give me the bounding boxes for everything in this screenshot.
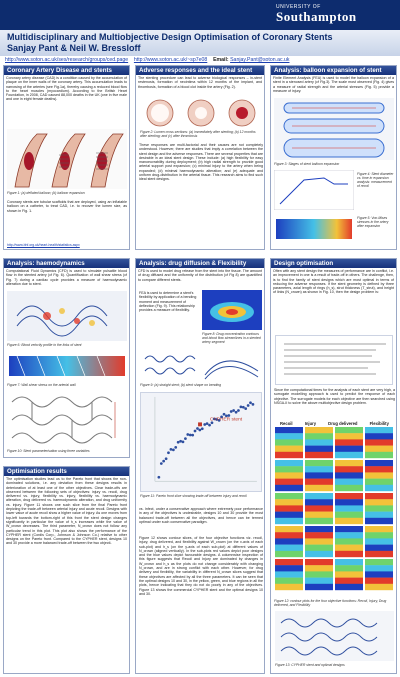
- panel-haemodynamics: [3, 258, 130, 458]
- pareto-point: [208, 424, 211, 427]
- contour-tile: [305, 493, 333, 524]
- contour-tile: [335, 493, 363, 524]
- lumen-cross-sections: [140, 98, 262, 128]
- pareto-point: [167, 451, 170, 454]
- results-text: The optimisation studies lead us to the Pareto front that shows the non-dominated solutions, i.e. any deviation from these designs results in deterioration of at least one of the other objectives. Clear trade-offs are observed between the following sets of objectives: injury vs. recoil, drug delivered vs. injury, flexibility vs. injury, flexibility vs. haemodynamic alteration, drug delivered vs. haemodynamic alteration, and drug uniformity vs. injury. Figure 11 shows one such slice from the final Pareto front depicting the trade-off between arterial injury and acute recoil. Designs with lower value of acute recoil show a higher value of injury. As one moves from top-left towards the bottom-right of this front the stent design changes significantly in particular the value of h_s increases while the value of W_crown decreases. The third parameter, N_crown does not follow any particular trend in this plot. This plot also shows the performance of the CYPHER stent (Cordis Corp., Johnson & Johnson Co.) relative to other designs on the Pareto front. Compared to the CYPHER stent, designs 10 and 30 provide a more balanced trade-off between the two objecti-: [6, 477, 127, 546]
- wall-shear-figure: [7, 351, 127, 381]
- cad-source[interactable]: http://www.bhf.org.uk/heart-health/statistics.aspx: [7, 243, 80, 247]
- pareto-point: [172, 448, 175, 451]
- balloon-caption4: Figure 4: Stent diameter vs. time in expansion analysis: measurement of recoil: [357, 172, 394, 188]
- panel-design: [270, 258, 397, 674]
- optimal-designs-figure: [275, 611, 394, 661]
- pareto-point: [174, 446, 177, 449]
- haemo-caption7: Figure 7: Wall shear stress on the arterial wall: [7, 383, 76, 387]
- contour-tile: [335, 460, 363, 491]
- cad-text2: Coronary stents are tubular scaffolds that are deployed, using an inflatable balloon on a catheter, to treat CAD, i.e. to recover the lumen size, as shown in Fig. 1.: [7, 200, 127, 213]
- contour-tile: [365, 559, 393, 590]
- contour-tile: [365, 460, 393, 491]
- contour-label-injury: Injury: [304, 421, 317, 426]
- contour-tile: [305, 559, 333, 590]
- von-mises-plot: [274, 214, 354, 244]
- university-small-text: UNIVERSITY OF: [276, 4, 321, 10]
- contour-tile: [335, 526, 363, 557]
- panel-results: [3, 466, 130, 674]
- drug-text: CFD is used to model drug release from the stent into the tissue. The amount of drug diffused and the uniformity of the distribution (cf Fig 8) are quantified to compare different stents.: [138, 269, 262, 282]
- stent-bending-figure: [140, 351, 262, 381]
- drug-text2: FEA is used to determine a stent's flexibility by application of a bending moment and measurement of deflection (Fig. 9). This relationship provides a measure of flexibility.: [139, 291, 197, 313]
- stent-parameterisation-figure: [7, 392, 127, 447]
- contour-tile: [305, 460, 333, 491]
- contour-plots: [274, 426, 395, 594]
- poster-authors: Sanjay Pant & Neil W. Bressloff: [7, 43, 141, 53]
- results-heading: Optimisation results: [4, 467, 129, 476]
- pareto-points: [157, 401, 254, 478]
- contour-tile: [305, 526, 333, 557]
- balloon-heading: Analysis: balloon expansion of stent: [271, 66, 396, 75]
- adverse-text: The stenting procedure can lead to adverse biological responses – in-stent restenosis, formation of neointima within 12 months of the implant, and thrombosis, formation of a blood clot inside the artery (Fig. 2).: [138, 76, 262, 89]
- group-link[interactable]: http://www.soton.ac.uk/ses/research/groups/ced.page: [5, 57, 129, 63]
- drug-caption9: Figure 9: (a) straight stent; (b) stent shape on bending: [140, 383, 222, 387]
- drug-heading: Analysis: drug diffusion & Flexibility: [136, 259, 264, 268]
- balloon-caption3: Figure 3: Stages of stent balloon expansion: [274, 162, 340, 166]
- cad-heading: Coronary Artery Disease and stents: [4, 66, 129, 75]
- pareto-point: [170, 448, 173, 451]
- contour-grid: [274, 421, 395, 596]
- pareto-point: [223, 413, 226, 416]
- pareto-point: [191, 434, 194, 437]
- adverse-caption: Figure 2: Lumen cross sections: (a) immediately after stenting; (b) 12 months after stenting; and (c) after thrombosis: [140, 130, 256, 138]
- cypher-label: CYPHER stent: [209, 417, 243, 423]
- contour-tile: [365, 427, 393, 458]
- balloon-caption5: Figure 5: Von-Mises stresses in the artery after expansion: [357, 216, 389, 228]
- panel-adverse: [135, 65, 265, 250]
- title-block: [0, 30, 400, 56]
- poster-title: Multidisciplinary and Multiobjective Design Optimisation of Coronary Stents: [7, 32, 333, 42]
- pareto-point: [230, 410, 233, 413]
- pareto-point: [177, 441, 180, 444]
- panel-cad: [3, 65, 130, 250]
- pareto-front-chart: [140, 392, 262, 492]
- haemo-text: Computational Fluid Dynamics (CFD) is used to simulate pulsatile blood flow in the stented artery (cf Fig. 6). Quantification of wall shear stress (cf Fig. 7) during a cardiac cycle provides a measure of haemodynamic alteration due to stent.: [6, 269, 127, 286]
- haemo-caption6: Figure 6: Blood velocity profile in the links of stent: [7, 343, 82, 347]
- pareto-point: [198, 429, 201, 432]
- balloon-stages-figure: [274, 98, 394, 160]
- email-link[interactable]: Sanjay.Pant@soton.ac.uk: [230, 57, 290, 63]
- contour-tile: [365, 526, 393, 557]
- pareto-point: [160, 462, 163, 465]
- balloon-text: Finite Element Analysis (FEA) is used to model the balloon expansion of a stent in a stenosed artery (cf Fig.3). The scale most observed (Fig. 4) gives a measure of radial strength and the arterial stresses (Fig. 5) provide a measure of injury.: [273, 76, 394, 93]
- pareto-point: [206, 422, 209, 425]
- university-big-text: Southampton: [276, 9, 357, 24]
- contour-tile: [275, 427, 303, 458]
- drug-caption11: Figure 11: Pareto front slice showing trade-off between injury and recoil: [140, 494, 247, 498]
- panel-drug: [135, 258, 265, 674]
- pareto-point: [247, 404, 250, 407]
- contour-tile: [275, 559, 303, 590]
- pareto-point: [237, 409, 240, 412]
- pareto-point: [235, 411, 238, 414]
- contour-tile: [305, 427, 333, 458]
- contour-label-flexibility: Flexibility: [369, 421, 389, 426]
- recoil-plot: [274, 170, 354, 210]
- velocity-figure: [7, 291, 127, 341]
- design-problem-equations: [275, 335, 393, 385]
- drug-caption8: Figure 8: Drug concentration contours and blood flow streamlines in a stented artery segment: [202, 332, 261, 344]
- drug-text3: vs. Infect, under a conservative approach where extremely poor performance in any of the objectives is undesirable, designs 10 and 30 provide the most balanced trade-off between all the objectives, and hence can be termed optimal under such conservative paradigm.: [139, 507, 263, 524]
- contour-label-drug: Drug delivered: [328, 421, 358, 426]
- design-caption12: Figure 12: contour plots for the four objective functions: Recoil, Injury, Drug delivered, and Flexibility: [274, 599, 387, 607]
- contour-label-recoil: Recoil: [280, 421, 293, 426]
- header-banner: [0, 0, 400, 30]
- pareto-point: [157, 476, 160, 479]
- pareto-point: [189, 434, 192, 437]
- contour-tile: [275, 526, 303, 557]
- haemo-heading: Analysis: haemodynamics: [4, 259, 129, 268]
- pareto-point: [165, 457, 168, 460]
- pareto-point: [242, 406, 245, 409]
- pareto-point: [244, 407, 247, 410]
- pareto-point: [196, 427, 199, 430]
- design-caption13: Figure 13: CYPHER stent and optimal designs: [275, 663, 345, 667]
- pareto-point: [249, 401, 252, 404]
- contour-tile: [365, 493, 393, 524]
- drug-concentration-figure: [202, 290, 262, 330]
- artery-illustration: [7, 129, 127, 189]
- pareto-point: [179, 440, 182, 443]
- pareto-point: [240, 405, 243, 408]
- panel-balloon: [270, 65, 397, 250]
- contour-tile: [275, 493, 303, 524]
- pareto-point: [201, 427, 204, 430]
- cad-caption: Figure 1: (a) deflated balloon; (b) balloon expansion: [7, 191, 85, 195]
- design-text2: Since the computational times for the analysis of each stent are very high, a surrogate modelling approach is used to predict the response of each objective. The surrogate models for each objective are then searched using NSGA-II to solve the above multiobjective design problem.: [274, 388, 395, 405]
- pareto-point: [186, 433, 189, 436]
- link-bar: [0, 56, 400, 64]
- adverse-heading: Adverse responses and the ideal stent: [136, 66, 264, 75]
- design-text: Often with any stent design the measures of performance are in conflict, i.e. an improvement in one is a result of trade-off in others. The challenge, then, is to find the family of stent designs which are most optimal in terms of reducing the adverse responses. If the stent geometry is defined by three parameters, axial length of rings (h_s), strut thickness (T_strut), and height of links (N_crown) as shown in Fig. 10, then the design problem is:: [273, 269, 394, 295]
- drug-text4: Figure 12 shows contour slices, of the four objective functions viz. recoil, injury, drug delivered, and flexibility against W_crown (on the x-axis of each sub-plot) and h_s (on the y-axis of each sub-plot) at different values of N_crown (aligned vertically). In the sub-plots red values depict poor designs and the blue values depict favourable designs. A columnwise inspection of this figure suggests that Recoil and Injury are dominated by changes in W_crown and h_s as the plots do not change considerably with changing N_crown, and are in strong conflict with each other. However, for drug delivery and flexibility, the variability in different N_crown slices suggest that these objectives are affected by all the three parameters. It can be seen that the optimal designs 10 and 30, in the yellow, green, and blue regions in all the plots, hence indicating that they do not do poorly in any of the objectives. Figure 13 shows the commercial CYPHER stent and the optimal designs 10 and 30.: [139, 536, 263, 596]
- pareto-point: [203, 423, 206, 426]
- design-heading: Design optimisation: [271, 259, 396, 268]
- contour-tile: [335, 559, 363, 590]
- pareto-point: [184, 437, 187, 440]
- adverse-text2: These responses are multi-factorial and their causes are not completely understood. However, there are studies that imply a correlation between the stent design and the adverse responses. There are several properties that are desirable in an ideal stent design. These include: (a) high flexibility for easy manoeuvrability during deployment; (b) high radial strength to provide good arterial support post expansion; (c) minimal injury to the artery when being expanded; (d) minimal haemodynamic alteration; and (e) adequate and uniform drug-distribution in the arterial tissue. This research aims to find such ideal stent designs.: [139, 143, 263, 182]
- haemo-caption10: Figure 10: Stent parameterisation using three variables: [7, 449, 90, 453]
- contour-tile: [335, 427, 363, 458]
- cad-text: Coronary artery disease (CAD) is a condition caused by the accumulation of plaque on the inner walls of the coronary artery. This accumulation leads to narrowing of the arteries (see Fig.1a), thereby causing a reduced blood flow to the heart muscles (myocardium). According to the British Heart Foundation, in 2008, CAD caused 88,000 deaths in the UK (one in five male and one in eight female deaths).: [6, 76, 127, 102]
- pareto-point: [252, 403, 255, 406]
- pareto-point: [194, 430, 197, 433]
- email-label: Email:: [213, 57, 229, 63]
- contour-tile: [275, 460, 303, 491]
- pareto-point: [162, 460, 165, 463]
- university-logo: [276, 4, 394, 26]
- pareto-point: [182, 441, 185, 444]
- personal-link[interactable]: http://www.soton.ac.uk/~sp7e08: [133, 57, 208, 63]
- pareto-point: [232, 409, 235, 412]
